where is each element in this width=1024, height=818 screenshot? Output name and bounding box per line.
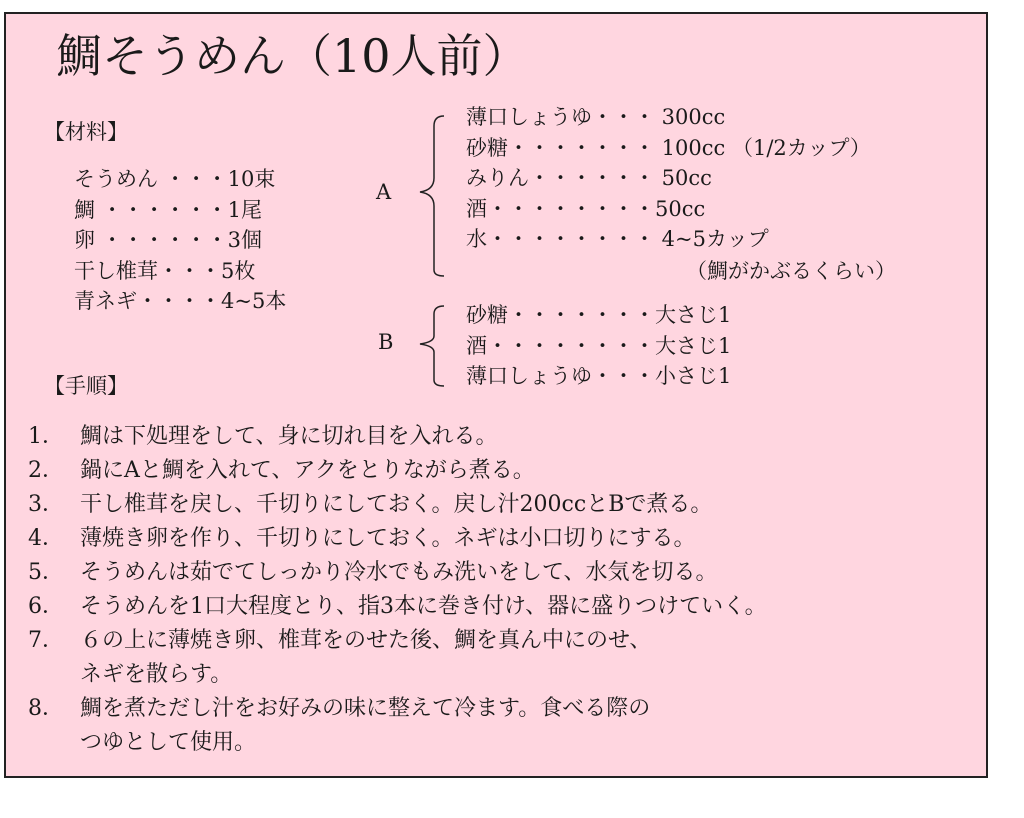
sauce-a-note: （鯛がかぶるくらい）	[686, 259, 896, 283]
sauce-b-brace-icon	[410, 300, 450, 390]
sauce-b-item: 砂糖・・・・・・・大さじ1	[466, 303, 732, 327]
ingredient-item: 青ネギ・・・・4~5本	[74, 289, 287, 313]
sauce-a-label: A	[376, 180, 392, 204]
step-number: 1．	[28, 424, 64, 449]
sauce-a-item: 水・・・・・・・・ 4~5カップ	[466, 227, 769, 251]
step-number: 3．	[28, 492, 64, 517]
ingredient-item: 鯛 ・・・・・・1尾	[74, 197, 263, 222]
sauce-b-item: 薄口しょうゆ・・・小さじ1	[466, 364, 732, 388]
step-text: 干し椎茸を戻し、千切りにしておく。戻し汁200ccとBで煮る。	[80, 492, 713, 517]
recipe-title: 鯛そうめん（10人前）	[56, 29, 529, 83]
step-number: 6．	[28, 594, 64, 619]
sauce-b-label: B	[378, 330, 394, 354]
step-item	[28, 420, 767, 454]
step-text: 鯛は下処理をして、身に切れ目を入れる。	[80, 424, 498, 449]
ingredient-list	[74, 164, 286, 317]
step-item	[28, 454, 767, 488]
materials-heading: 【材料】	[44, 120, 128, 144]
sauce-a-item: 酒・・・・・・・・50cc	[466, 196, 706, 221]
step-number: 7．	[28, 628, 64, 653]
sauce-a-brace-icon	[410, 110, 450, 280]
step-item	[28, 522, 767, 556]
step-item	[28, 624, 767, 692]
step-text-continued: ネギを散らす。	[80, 662, 233, 687]
step-number: 8．	[28, 696, 64, 721]
step-item	[28, 692, 767, 760]
step-text-continued: つゆとして使用。	[80, 730, 257, 755]
steps-list	[28, 420, 767, 760]
sauce-a-item: 砂糖・・・・・・・ 100cc （1/2カップ）	[466, 135, 871, 160]
ingredient-item: 卵 ・・・・・・3個	[74, 228, 263, 252]
step-number: 2．	[28, 458, 64, 483]
step-text: そうめんは茹でてしっかり冷水でもみ洗いをして、水気を切る。	[80, 560, 718, 585]
sauce-a-item: 薄口しょうゆ・・・ 300cc	[466, 105, 726, 129]
sauce-a-item: みりん・・・・・・ 50cc	[466, 166, 712, 190]
step-number: 5．	[28, 560, 64, 585]
step-number: 4．	[28, 526, 64, 551]
step-text: そうめんを1口大程度とり、指3本に巻き付け、器に盛りつけていく。	[80, 594, 767, 619]
ingredient-item: そうめん ・・・10束	[74, 167, 276, 191]
step-text: 鯛を煮ただし汁をお好みの味に整えて冷ます。食べる際の	[80, 696, 651, 721]
ingredient-item: 干し椎茸・・・5枚	[74, 258, 256, 283]
sauce-b-item: 酒・・・・・・・・大さじ1	[466, 333, 732, 358]
step-item	[28, 488, 767, 522]
sauce-b-list	[466, 300, 731, 392]
steps-heading: 【手順】	[44, 374, 128, 398]
step-item	[28, 556, 767, 590]
step-text: 薄焼き卵を作り、千切りにしておく。ネギは小口切りにする。	[80, 526, 696, 551]
sauce-a-list	[466, 102, 871, 255]
recipe-card	[4, 12, 988, 778]
step-text: ６の上に薄焼き卵、椎茸をのせた後、鯛を真ん中にのせ、	[80, 628, 652, 653]
step-text: 鍋にAと鯛を入れて、アクをとりながら煮る。	[80, 458, 535, 483]
step-item	[28, 590, 767, 624]
